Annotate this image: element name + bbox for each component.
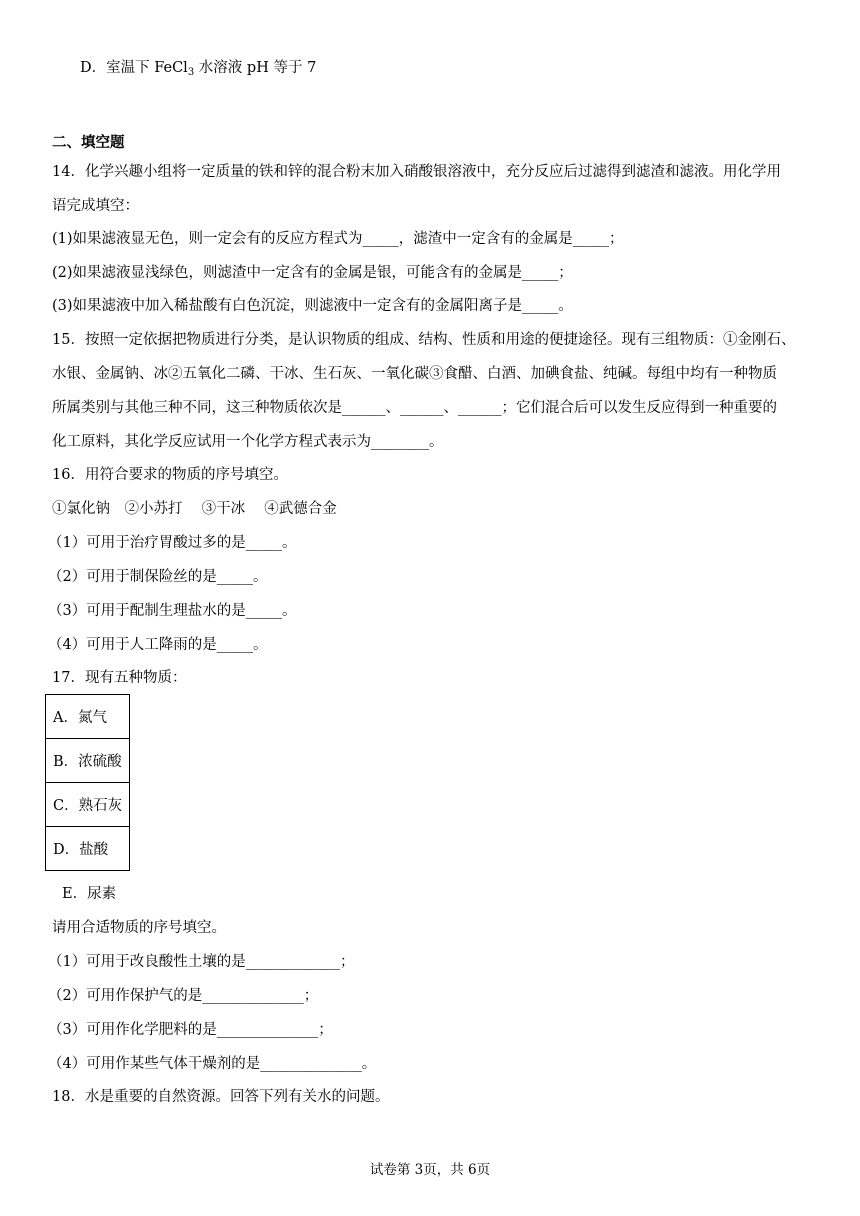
q17-part4: （4）可用作某些气体干燥剂的是______________。 — [48, 1056, 377, 1072]
q17-choice-e: E．尿素 — [62, 886, 117, 902]
q15-stem-line3: 所属类别与其他三种不同，这三种物质依次是______、______、______；它们混合后可以发生反应得到一种重要的 — [52, 400, 777, 416]
q17-choice-c: C．熟石灰 — [46, 783, 130, 827]
option-d-subscript: 3 — [187, 67, 195, 78]
q14-part2: (2)如果滤液显浅绿色，则滤渣中一定含有的金属是银，可能含有的金属是_____； — [52, 265, 573, 281]
q14-stem-line2: 语完成填空： — [52, 198, 139, 214]
q15-stem-line2: 水银、金属钠、冰②五氧化二磷、干冰、生石灰、一氧化碳③食醋、白酒、加碘食盐、纯碱。每组中均有一种物质 — [52, 366, 777, 382]
q16-choices: ①氯化钠 ②小苏打 ③干冰 ④武德合金 — [52, 501, 337, 517]
q16-stem: 16．用符合要求的物质的序号填空。 — [52, 467, 288, 483]
q17-choice-d: D．盐酸 — [46, 827, 130, 871]
q17-part1: （1）可用于改良酸性土壤的是_____________； — [48, 954, 355, 970]
q16-part2: （2）可用于制保险丝的是_____。 — [48, 569, 268, 585]
q14-part1: (1)如果滤液显无色，则一定会有的反应方程式为_____，滤渣中一定含有的金属是_____； — [52, 231, 624, 247]
q17-part2: （2）可用作保护气的是______________； — [48, 988, 319, 1004]
q17-stem: 17．现有五种物质： — [52, 670, 187, 686]
q17-part3: （3）可用作化学肥料的是______________； — [48, 1022, 333, 1038]
q17-choice-a: A．氮气 — [46, 695, 130, 739]
q17-choice-b: B．浓硫酸 — [46, 739, 130, 783]
q15-stem-line1: 15．按照一定依据把物质进行分类，是认识物质的组成、结构、性质和用途的便捷途径。现有三组物质：①金刚石、 — [52, 332, 796, 348]
section-heading: 二、填空题 — [52, 134, 125, 151]
option-d — [80, 58, 316, 83]
q17-choice-table — [45, 694, 130, 871]
q18-stem: 18．水是重要的自然资源。回答下列有关水的问题。 — [52, 1089, 390, 1105]
option-d-prefix: D．室温下 FeCl — [80, 60, 188, 76]
q16-part4: （4）可用于人工降雨的是_____。 — [48, 637, 268, 653]
q16-part1: （1）可用于治疗胃酸过多的是_____。 — [48, 535, 297, 551]
q15-stem-line4: 化工原料，其化学反应试用一个化学方程式表示为________。 — [52, 434, 444, 450]
q17-instruction: 请用合适物质的序号填空。 — [52, 920, 226, 936]
option-d-suffix: 水溶液 pH 等于 7 — [194, 60, 317, 76]
q16-part3: （3）可用于配制生理盐水的是_____。 — [48, 603, 297, 619]
q14-part3: (3)如果滤液中加入稀盐酸有白色沉淀，则滤液中一定含有的金属阳离子是_____。 — [52, 298, 573, 314]
q14-stem-line1: 14．化学兴趣小组将一定质量的铁和锌的混合粉末加入硝酸银溶液中，充分反应后过滤得到滤渣和滤液。用化学用 — [52, 164, 781, 180]
page-footer: 试卷第 3页，共 6页 — [369, 1162, 491, 1178]
